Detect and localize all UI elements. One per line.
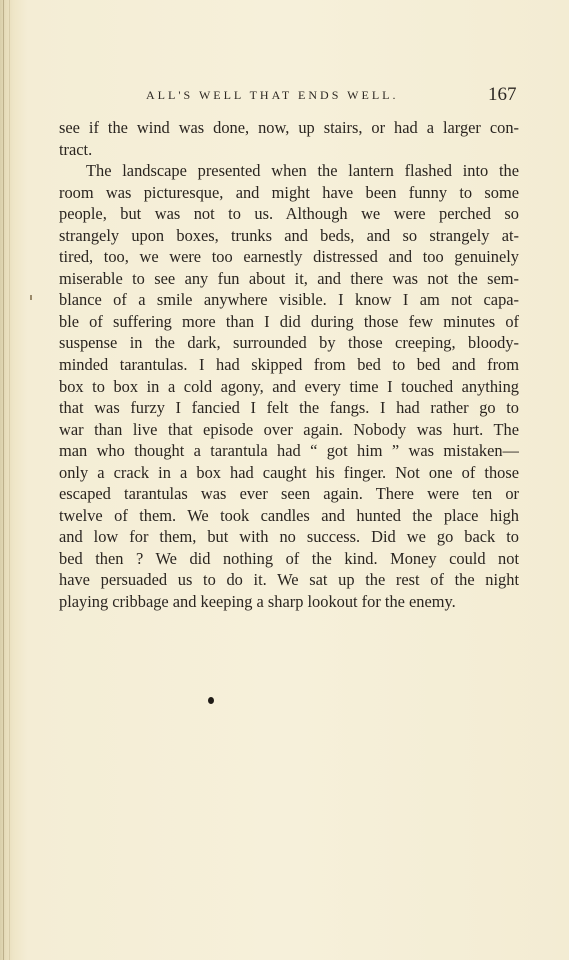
text-line: twelve of them. We took candles and hunted the place high — [59, 505, 519, 525]
text-line: playing cribbage and keeping a sharp lookout for the enemy. — [59, 592, 456, 612]
text-line: and low for them, but with no success. Did we go back to — [59, 527, 519, 547]
text-line: The landscape presented when the lantern flashed into the — [86, 161, 519, 181]
page-edge-line — [3, 0, 4, 960]
page-number: 167 — [488, 84, 517, 105]
text-line: minded tarantulas. I had skipped from bed to bed and from — [59, 355, 519, 375]
text-line: war than live that episode over again. Nobody was hurt. The — [59, 419, 519, 439]
text-line: blance of a smile anywhere visible. I know I am not capa- — [59, 290, 519, 310]
text-line: miserable to see any fun about it, and there was not the sem- — [59, 268, 519, 288]
text-line: escaped tarantulas was ever seen again. There were ten or — [59, 484, 519, 504]
body-text — [59, 117, 519, 613]
text-line: tract. — [59, 139, 93, 159]
paragraph — [59, 117, 519, 160]
running-header — [0, 84, 569, 108]
text-line: bed then ? We did nothing of the kind. Money could not — [59, 548, 519, 568]
text-line: have persuaded us to do it. We sat up the rest of the night — [59, 570, 519, 590]
paragraph — [59, 160, 519, 612]
text-line: people, but was not to us. Although we were perched so — [59, 204, 519, 224]
text-line: ble of suffering more than I did during those few minutes of — [59, 311, 519, 331]
text-line: see if the wind was done, now, up stairs, or had a larger con- — [59, 118, 519, 137]
text-line: man who thought a tarantula had “ got him ” was mistaken— — [59, 441, 519, 461]
ink-spot — [208, 697, 214, 704]
text-line: that was furzy I fancied I felt the fangs. I had rather go to — [59, 398, 519, 418]
running-header-title: ALL'S WELL THAT ENDS WELL. — [146, 88, 399, 102]
text-line: box to box in a cold agony, and every time I touched anything — [59, 376, 519, 396]
page-edge-shadow — [9, 0, 10, 960]
text-line: tired, too, we were too earnestly distressed and too genuinely — [59, 247, 519, 267]
text-line: only a crack in a box had caught his finger. Not one of those — [59, 462, 519, 482]
text-line: room was picturesque, and might have been funny to some — [59, 182, 519, 202]
text-line: strangely upon boxes, trunks and beds, and so strangely at- — [59, 225, 519, 245]
margin-mark — [30, 295, 32, 300]
text-line: suspense in the dark, surrounded by those creeping, bloody- — [59, 333, 519, 353]
